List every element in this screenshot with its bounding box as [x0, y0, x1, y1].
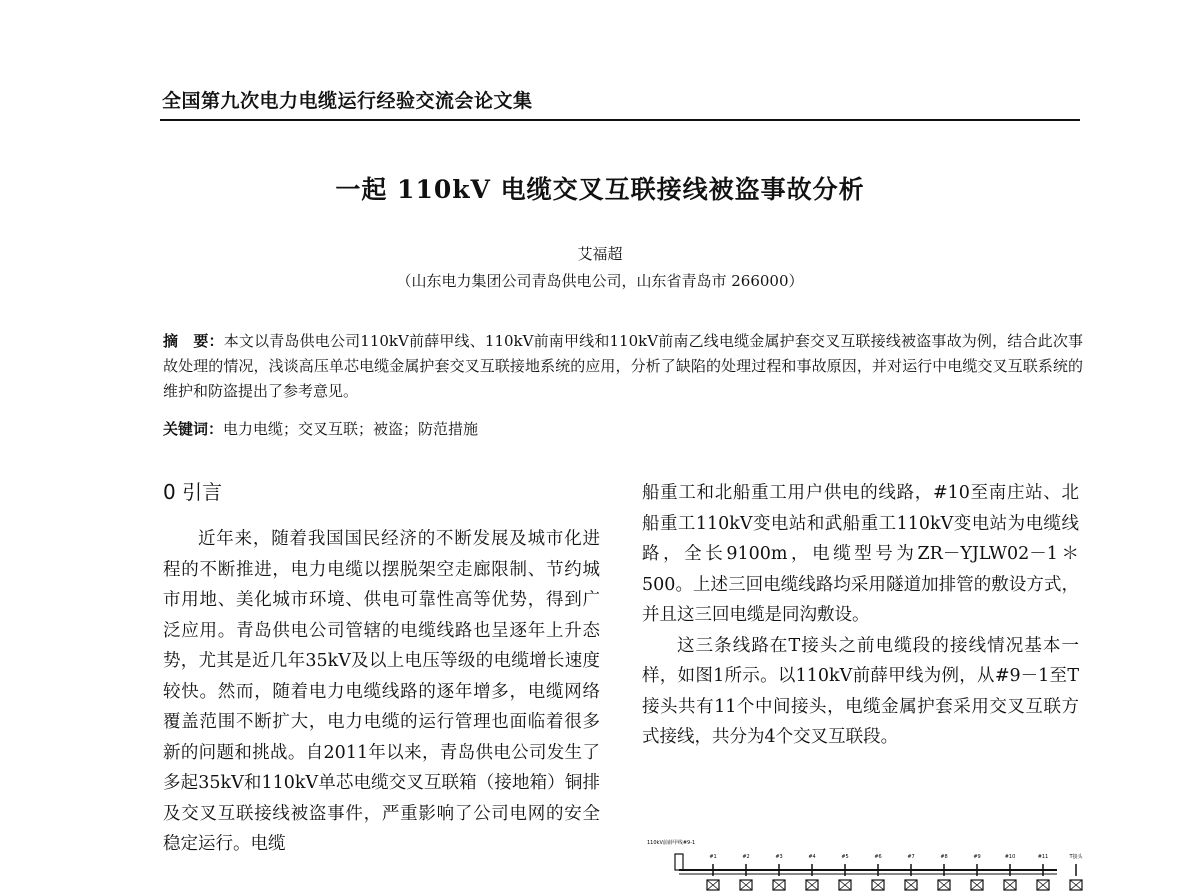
joint-label: #9	[973, 854, 981, 860]
cross-bond-symbol	[806, 880, 818, 890]
cross-bond-symbol	[971, 880, 983, 890]
joint-label: #2	[742, 854, 750, 860]
paper-title: 一起 110kV 电缆交叉互联接线被盗事故分析	[335, 175, 865, 204]
affiliation: （山东电力集团公司青岛供电公司，山东省青岛市 266000）	[396, 272, 804, 290]
cross-bond-symbol	[707, 880, 719, 890]
joint-label: #7	[907, 854, 915, 860]
abstract	[163, 329, 1083, 404]
cross-bond-symbol	[1070, 880, 1082, 890]
right-paragraph-1: 船重工和北船重工用户供电的线路，#10至南庄站、北船重工110kV变电站和武船重工110kV变电站为电缆线路，全长9100m，电缆型号为ZR－YJLW02－1＊500。上述三回电缆线路均采用隧道加排管的敷设方式，并且这三回电缆是同沟敷设。	[642, 483, 1079, 625]
start-terminal	[675, 854, 683, 870]
keywords-text: 电力电缆；交叉互联；被盗；防范措施	[223, 420, 479, 438]
section-0-title: 0 引言	[163, 480, 223, 504]
abstract-label: 摘 要：	[163, 332, 224, 350]
joint-label: #8	[940, 854, 948, 860]
cross-bond-symbol	[938, 880, 950, 890]
cross-bond-symbol	[872, 880, 884, 890]
joint-group	[675, 853, 1084, 890]
cross-bond-symbol	[839, 880, 851, 890]
joint-label: #3	[775, 854, 783, 860]
keywords-label: 关键词：	[163, 420, 224, 438]
joint-label: T接头	[1069, 854, 1083, 860]
cross-bond-symbol	[740, 880, 752, 890]
header-rule	[160, 119, 1080, 121]
collection-header: 全国第九次电力电缆运行经验交流会论文集	[162, 90, 533, 112]
abstract-text: 本文以青岛供电公司110kV前薛甲线、110kV前南甲线和110kV前南乙线电缆金属护套交叉互联接线被盗事故为例，结合此次事故处理的情况，浅谈高压单芯电缆金属护套交叉互联接地系统的应用，分析了缺陷的处理过程和事故原因，并对运行中电缆交叉互联系统的维护和防盗提出了参考意见。	[163, 332, 1083, 400]
figure-1-diagram	[645, 836, 1085, 893]
keywords	[163, 417, 1083, 442]
joint-label: #1	[709, 854, 717, 860]
author: 艾福超	[577, 245, 623, 263]
cross-bond-symbol	[905, 880, 917, 890]
joint-label: #5	[841, 854, 849, 860]
cross-bond-symbol	[1037, 880, 1049, 890]
section-0-paragraph-1: 近年来，随着我国国民经济的不断发展及城市化进程的不断推进，电力电缆以摆脱架空走廊限制、节约城市用地、美化城市环境、供电可靠性高等优势，得到广泛应用。青岛供电公司管辖的电缆线路也呈逐年上升态势，尤其是近几年35kV及以上电压等级的电缆增长速度较快。然而，随着电力电缆线路的逐年增多，电缆网络覆盖范围不断扩大，电力电缆的运行管理也面临着很多新的问题和挑战。自2011年以来，青岛供电公司发生了多起35kV和110kV单芯电缆交叉互联箱（接地箱）铜排及交叉互联接线被盗事件，严重影响了公司电网的安全稳定运行。电缆	[163, 529, 600, 854]
joint-label: #11	[1037, 854, 1049, 860]
cross-bond-symbol	[1004, 880, 1016, 890]
figure-caption: 110kV前薛甲线#9-1	[647, 840, 696, 846]
right-column	[642, 478, 1079, 753]
left-column	[163, 478, 600, 860]
right-paragraph-2: 这三条线路在T接头之前电缆段的接线情况基本一样，如图1所示。以110kV前薛甲线为例，从#9－1至T接头共有11个中间接头，电缆金属护套采用交叉互联方式接线，共分为4个交叉互联段。	[642, 635, 1079, 747]
joint-label: #10	[1004, 854, 1016, 860]
joint-label: #6	[874, 854, 882, 860]
joint-label: #4	[808, 854, 816, 860]
cross-bond-symbol	[773, 880, 785, 890]
